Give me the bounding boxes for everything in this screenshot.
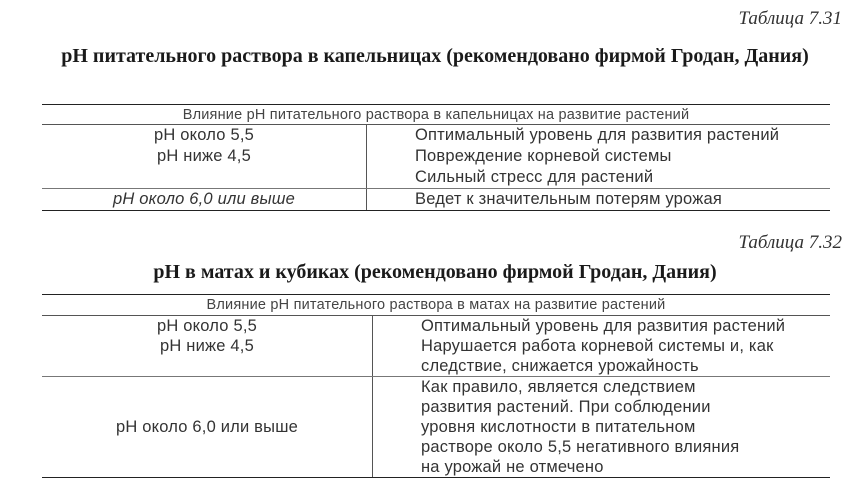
table-title-2: pH в матах и кубиках (рекомендовано фирмой Гродан, Дания) bbox=[153, 261, 717, 283]
ph-cell: pH ниже 4,5 bbox=[42, 146, 367, 167]
ph-drippers-table bbox=[42, 104, 830, 211]
table-row bbox=[42, 316, 830, 337]
effect-cell: Ведет к значительным потерям урожая bbox=[367, 189, 831, 211]
table-title-1: pH питательного раствора в капельницах (рекомендовано фирмой Гродан, Дания) bbox=[61, 45, 809, 67]
table-row bbox=[42, 146, 830, 167]
ph-mats-table bbox=[42, 294, 830, 478]
table-caption-7-32: Таблица 7.32 bbox=[738, 232, 842, 253]
table-row bbox=[42, 125, 830, 147]
table-row bbox=[42, 189, 830, 211]
effect-cell: Как правило, является следствием развития растений. При соблюдении уровня кислотности в питательном растворе около 5,5 негативного влияния на урожай не отмечено bbox=[373, 377, 831, 478]
ph-cell: pH около 6,0 или выше bbox=[42, 189, 367, 211]
table-row bbox=[42, 336, 830, 377]
table-row bbox=[42, 377, 830, 478]
ph-cell bbox=[42, 167, 367, 189]
effect-cell: Нарушается работа корневой системы и, как следствие, снижается урожайность bbox=[373, 336, 831, 377]
ph-cell: pH около 5,5 bbox=[42, 125, 367, 147]
table-header-row bbox=[42, 295, 830, 316]
ph-cell: pH ниже 4,5 bbox=[42, 336, 373, 377]
table-header-row bbox=[42, 105, 830, 125]
effect-cell: Сильный стресс для растений bbox=[367, 167, 831, 189]
effect-cell: Оптимальный уровень для развития растений bbox=[421, 317, 786, 335]
effect-cell: Повреждение корневой системы bbox=[415, 147, 672, 165]
effect-cell: Оптимальный уровень для развития растений bbox=[415, 126, 780, 144]
table-header: Влияние pH питательного раствора в матах на развитие растений bbox=[42, 295, 830, 316]
ph-cell: pH около 5,5 bbox=[42, 316, 373, 337]
ph-cell: pH около 6,0 или выше bbox=[42, 377, 373, 478]
table-row bbox=[42, 167, 830, 189]
table-caption-7-31: Таблица 7.31 bbox=[738, 8, 842, 29]
table-header: Влияние pH питательного раствора в капельницах на развитие растений bbox=[42, 105, 830, 125]
